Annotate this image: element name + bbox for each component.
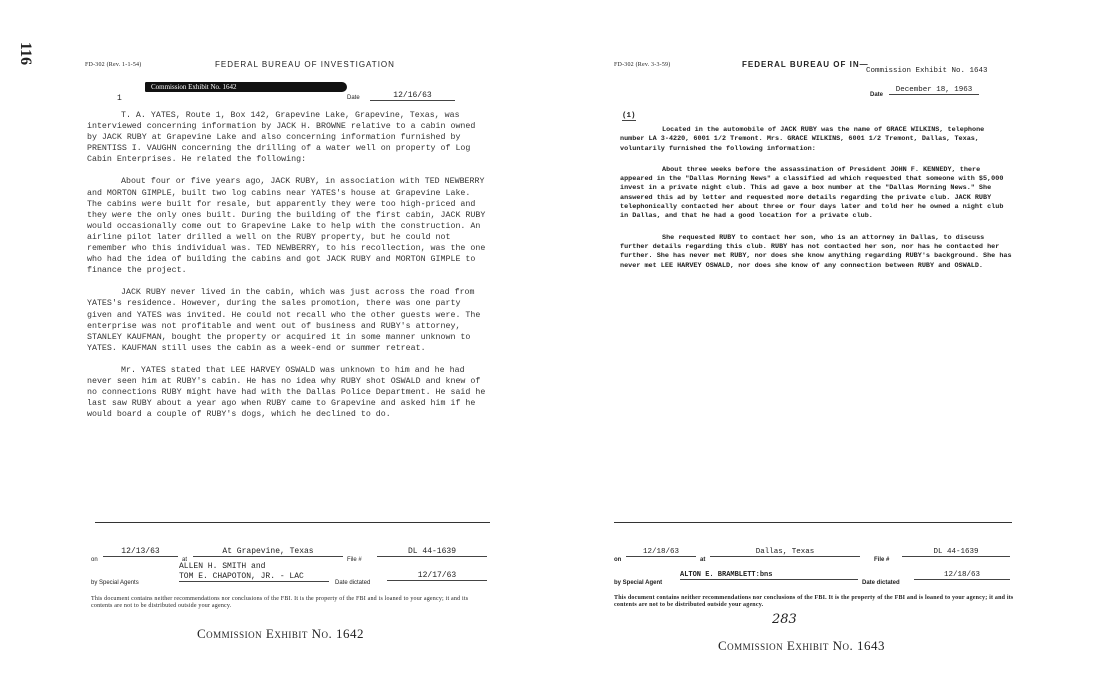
paragraph: Mr. YATES stated that LEE HARVEY OSWALD was unknown to him and he had never seen him at RUBY's cabin. He has no idea why RUBY shot OSWALD and knew of no connections RUBY might have had with the Dallas Police Department. He said he last saw RUBY about a year ago when RUBY came to Grapevine and asked him if he would board a couple of RUBY's dogs, which he declined to do. xyxy=(87,365,486,420)
report-body xyxy=(620,126,1012,283)
agent-name: ALLEN H. SMITH and xyxy=(179,562,266,571)
agents-label: by Special Agents xyxy=(91,580,139,586)
date-value: 12/16/63 xyxy=(370,91,455,101)
paragraph: She requested RUBY to contact her son, who is an attorney in Dallas, to discuss further details regarding this club. RUBY has not contacted her son, nor has he contacted her further. She has never met RUBY, nor does she know anything regarding RUBY's background. She has never met LEE HARVEY OSWALD, nor does she know of any connection between RUBY and OSWALD. xyxy=(620,233,1012,270)
paragraph: T. A. YATES, Route 1, Box 142, Grapevine Lake, Grapevine, Texas, was interviewed concerning information by JACK H. BROWNE relative to a cabin owned by JACK RUBY at Grapevine Lake and also concerning information furnished by PRENTISS I. VAUGHN concerning the drilling of a water well on property of Log Cabin Enterprises. He related the following: xyxy=(87,111,476,165)
date-label: Date xyxy=(347,95,360,101)
footer-note: This document contains neither recommendations nor conclusions of the FBI. It is the property of the FBI and is loaned to your agency; it and its contents are not to be distributed outside your agency. xyxy=(91,596,469,609)
form-code: FD-302 (Rev. 3-3-59) xyxy=(614,62,671,68)
paragraph: Located in the automobile of JACK RUBY was the name of GRACE WILKINS, telephone number LA 3-4220, 6001 1/2 Tremont. Mrs. GRACE WILKINS, 6001 1/2 Tremont, Dallas, Texas, voluntarily furnished the following information: xyxy=(620,126,985,153)
agent-value: ALTON E. BRAMBLETT:bns xyxy=(680,571,858,580)
agent-name: TOM E. CHAPOTON, JR. - LAC xyxy=(179,572,329,582)
agency-header: FEDERAL BUREAU OF INVESTIGATION xyxy=(215,60,395,69)
dictated-label: Date dictated xyxy=(862,580,900,586)
agency-header: FEDERAL BUREAU OF IN— xyxy=(742,60,869,69)
report-body xyxy=(87,110,489,431)
paragraph: JACK RUBY never lived in the cabin, which was just across the road from YATES's residence. However, during the sales promotion, there was one party given and YATES was invited. He could not recall who the other guests were. The enterprise was not profitable and went out of business and RUBY's attorney, STANLEY KAUFMAN, bought the property or acquired it in some manner unknown to YATES. KAUFMAN still uses the cabin as a week-end or summer retreat. xyxy=(87,288,481,353)
on-value: 12/13/63 xyxy=(103,547,178,557)
file-label: File # xyxy=(347,557,362,563)
date-value: December 18, 1963 xyxy=(889,86,979,95)
document-exhibit-1642 xyxy=(85,0,505,691)
paragraph: About four or five years ago, JACK RUBY, in association with TED NEWBERRY and MORTON GIMPLE, built two log cabins near YATES's house at Grapevine Lake. The cabins were built for resale, but apparently they were too high-priced and they were the only ones built. During the building of the first cabin, JACK RUBY would occasionally come out to Grapevine Lake to help with the construction. An airline pilot later drilled a well on the RUBY property, but he could not remember who this individual was. TED NEWBERRY, to his recollection, was the one who had the idea of building the cabins and got JACK RUBY and MORTON GIMPLE to finance the project. xyxy=(87,177,486,276)
exhibit-caption: Commission Exhibit No. 1643 xyxy=(718,638,886,653)
dictated-value: 12/18/63 xyxy=(914,571,1010,580)
on-label: on xyxy=(614,557,622,563)
on-value: 12/18/63 xyxy=(626,548,696,557)
at-label: at xyxy=(700,557,706,563)
file-value: DL 44-1639 xyxy=(902,548,1010,557)
item-mark: (1) xyxy=(622,112,636,120)
footer-note: This document contains neither recommendations nor conclusions of the FBI. It is the property of the FBI and is loaned to your agency; it and its contents are not to be distributed outside your agency. xyxy=(614,595,1014,608)
item-mark: 1 xyxy=(117,94,122,103)
paragraph: About three weeks before the assassination of President JOHN F. KENNEDY, there appeared in the "Dallas Morning News" a classified ad which requested that someone with $5,000 invest in a private night club. This ad gave a box number at the "Dallas Morning News." She answered this ad by letter and requested more details regarding the private club. JACK RUBY telephonically contacted her about three or four days later and told her he owned a night club in Dallas, and that he had a good location for a private club. xyxy=(620,165,1004,221)
divider-rule xyxy=(614,522,1012,523)
exhibit-caption: Commission Exhibit No. 1642 xyxy=(197,626,365,641)
dictated-label: Date dictated xyxy=(335,580,371,586)
form-code: FD-302 (Rev. 1-1-54) xyxy=(85,62,142,68)
at-value: At Grapevine, Texas xyxy=(193,547,343,557)
page-number: 116 xyxy=(17,42,34,66)
agent-label: by Special Agent xyxy=(614,580,663,586)
on-label: on xyxy=(91,557,98,563)
exhibit-label: Commission Exhibit No. 1643 xyxy=(866,67,988,75)
date-label: Date xyxy=(870,92,884,98)
dictated-value: 12/17/63 xyxy=(387,571,487,581)
at-value: Dallas, Texas xyxy=(710,548,860,557)
exhibit-label-bar: Commission Exhibit No. 1642 xyxy=(145,82,347,92)
divider-rule xyxy=(95,522,490,523)
at-label: at xyxy=(182,557,188,563)
document-exhibit-1643 xyxy=(612,0,1032,691)
handwritten-number: 283 xyxy=(772,612,797,627)
file-value: DL 44-1639 xyxy=(377,547,487,557)
file-label: File # xyxy=(874,557,890,563)
